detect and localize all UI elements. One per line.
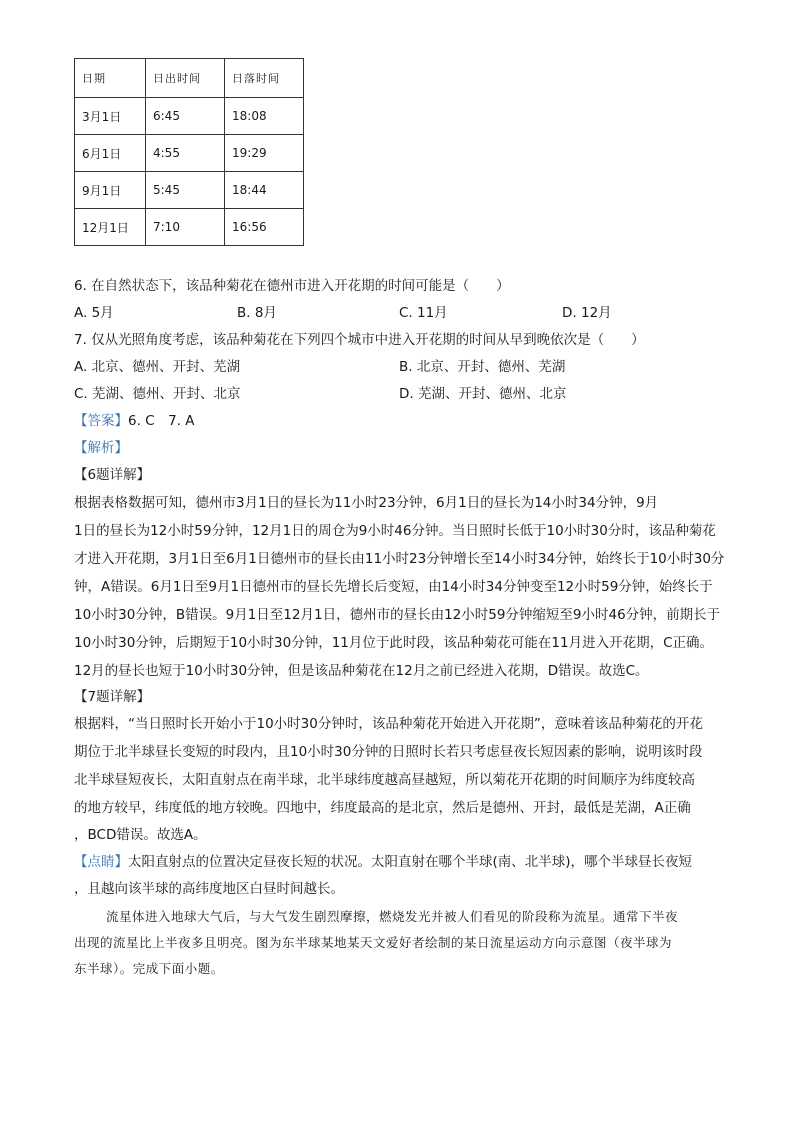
- detail-6-line: 12月的昼长也短于10小时30分钟，但是该品种菊花在12月之前已经进入花期，D错误。故选C。: [74, 663, 649, 679]
- passage-line: 流星体进入地球大气后，与大气发生剧烈摩擦，燃烧发光并被人们看见的阶段称为流星。通常下半夜: [106, 909, 679, 924]
- answer-line: [74, 411, 195, 431]
- table-cell-date: 3月1日: [75, 98, 146, 135]
- q7-option-a: A. 北京、德州、开封、芜湖: [74, 359, 241, 375]
- question-7-stem: 7. 仅从光照角度考虑，该品种菊花在下列四个城市中进入开花期的时间从早到晚依次是（ ）: [74, 332, 645, 348]
- table-cell-sunset: 18:44: [225, 172, 304, 209]
- q6-option-b: B. 8月: [237, 305, 277, 321]
- analysis-label: 【解析】: [74, 440, 128, 456]
- passage-line: 出现的流星比上半夜多且明亮。图为东半球某地某天文爱好者绘制的某日流星运动方向示意图（夜半球为: [74, 935, 673, 950]
- table-cell-date: 9月1日: [75, 172, 146, 209]
- table-cell-sunset: 18:08: [225, 98, 304, 135]
- q6-option-d: D. 12月: [562, 305, 612, 321]
- table-row: [75, 135, 304, 172]
- sunrise-sunset-table: [74, 58, 304, 246]
- tip-line-2: ，且越向该半球的高纬度地区白昼时间越长。: [74, 881, 344, 897]
- q6-option-a: A. 5月: [74, 305, 114, 321]
- detail-7-line: 根据料，“当日照时长开始小于10小时30分钟时，该品种菊花开始进入开花期”，意味着该品种菊花的开花: [74, 716, 703, 732]
- table-header-row: [75, 59, 304, 98]
- detail-7-heading: 【7题详解】: [74, 689, 151, 705]
- detail-6-line: 10小时30分钟，后期短于10小时30分钟，11月位于此时段，该品种菊花可能在11月进入开花期，C正确。: [74, 635, 713, 651]
- header-sunrise: 日出时间: [146, 59, 225, 98]
- table-row: [75, 172, 304, 209]
- q6-option-c: C. 11月: [399, 305, 448, 321]
- table-cell-sunrise: 5:45: [146, 172, 225, 209]
- tip-label: 【点睛】: [74, 854, 128, 870]
- detail-7-line: ，BCD错误。故选A。: [74, 827, 207, 843]
- header-sunset: 日落时间: [225, 59, 304, 98]
- header-date: 日期: [75, 59, 146, 98]
- detail-7-line: 的地方较早，纬度低的地方较晚。四地中，纬度最高的是北京，然后是德州、开封，最低是芜湖，A正确: [74, 800, 691, 816]
- answer-text: 6. C 7. A: [128, 413, 195, 429]
- detail-6-line: 1日的昼长为12小时59分钟，12月1日的周仓为9小时46分钟。当日照时长低于10小时30分时，该品种菊花: [74, 523, 716, 539]
- table-cell-sunrise: 4:55: [146, 135, 225, 172]
- table-cell-sunset: 19:29: [225, 135, 304, 172]
- detail-7-line: 北半球昼短夜长，太阳直射点在南半球，北半球纬度越高昼越短，所以菊花开花期的时间顺序为纬度较高: [74, 772, 695, 788]
- detail-6-heading: 【6题详解】: [74, 467, 151, 483]
- tip-line: [74, 852, 692, 872]
- detail-6-line: 10小时30分钟，B错误。9月1日至12月1日，德州市的昼长由12小时59分钟缩短至9小时46分钟，前期长于: [74, 607, 721, 623]
- table-row: [75, 209, 304, 246]
- answer-label: 【答案】: [74, 413, 128, 429]
- question-6-stem: 6. 在自然状态下，该品种菊花在德州市进入开花期的时间可能是（ ）: [74, 278, 510, 294]
- detail-6-line: 才进入开花期，3月1日至6月1日德州市的昼长由11小时23分钟增长至14小时34分钟，始终长于10小时30分: [74, 551, 725, 567]
- passage-line: 东半球）。完成下面小题。: [74, 961, 224, 976]
- q7-option-c: C. 芜湖、德州、开封、北京: [74, 386, 241, 402]
- table-row: [75, 98, 304, 135]
- tip-text: 太阳直射点的位置决定昼夜长短的状况。太阳直射在哪个半球(南、北半球)，哪个半球昼长夜短: [128, 854, 693, 870]
- table-cell-sunrise: 6:45: [146, 98, 225, 135]
- detail-6-line: 根据表格数据可知，德州市3月1日的昼长为11小时23分钟，6月1日的昼长为14小时34分钟，9月: [74, 495, 659, 511]
- table-cell-sunset: 16:56: [225, 209, 304, 246]
- table-cell-date: 12月1日: [75, 209, 146, 246]
- q7-option-d: D. 芜湖、开封、德州、北京: [399, 386, 567, 402]
- table-cell-sunrise: 7:10: [146, 209, 225, 246]
- detail-6-line: 钟，A错误。6月1日至9月1日德州市的昼长先增长后变短，由14小时34分钟变至12小时59分钟，始终长于: [74, 579, 713, 595]
- detail-7-line: 期位于北半球昼长变短的时段内，且10小时30分钟的日照时长若只考虑昼夜长短因素的影响，说明该时段: [74, 744, 703, 760]
- table-cell-date: 6月1日: [75, 135, 146, 172]
- q7-option-b: B. 北京、开封、德州、芜湖: [399, 359, 566, 375]
